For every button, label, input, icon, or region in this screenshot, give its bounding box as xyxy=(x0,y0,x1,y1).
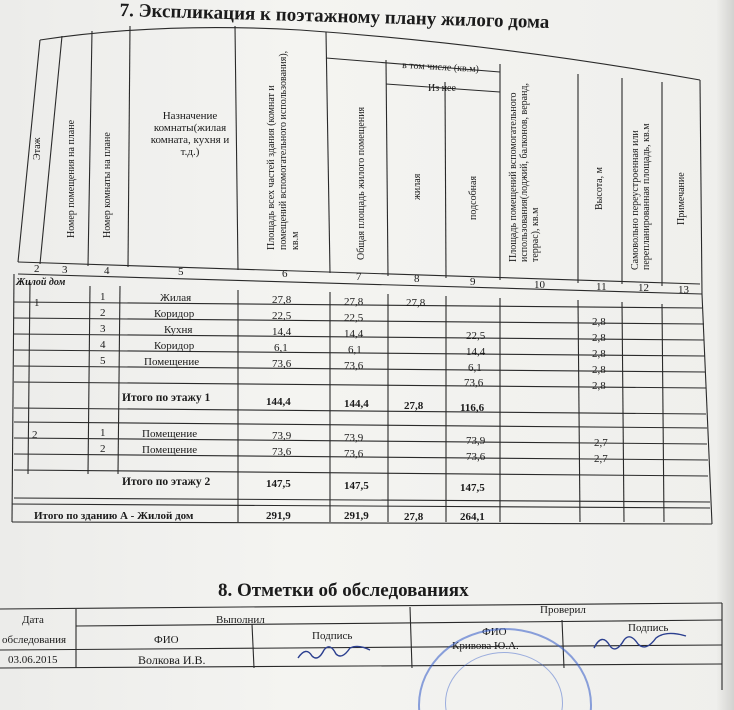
header-room-num: Номер комнаты на плане xyxy=(102,132,113,238)
floor2-aux: 147,5 xyxy=(460,482,485,494)
room-name: Жилая xyxy=(160,292,192,304)
room-name: Помещение xyxy=(144,356,200,368)
header-group-incl: в том числе (кв.м) xyxy=(401,59,480,76)
col-number: 8 xyxy=(414,273,420,285)
survey-checked-header: Проверил xyxy=(540,604,586,616)
header-total-living: Общая площадь жилого помещения xyxy=(356,106,367,260)
building-aux: 264,1 xyxy=(460,511,485,523)
floor1-aux: 116,6 xyxy=(460,402,485,414)
survey-signature-performed: Подпись xyxy=(312,630,353,642)
room-total: 22,5 xyxy=(272,310,292,322)
room-height: 2,8 xyxy=(592,316,606,328)
extra-height: 2,8 xyxy=(592,380,606,392)
building-total-label: Итого по зданию А - Жилой дом xyxy=(34,510,194,522)
room-number: 4 xyxy=(100,339,106,351)
room-number: 1 xyxy=(100,427,106,439)
header-floor: Этаж xyxy=(32,137,43,160)
room-total: 73,9 xyxy=(272,430,292,442)
room-number: 5 xyxy=(100,355,106,367)
floor2-total: 147,5 xyxy=(266,478,291,490)
room-living-total: 22,5 xyxy=(344,312,364,324)
room-aux: 73,6 xyxy=(466,451,486,463)
floor2-living-total: 147,5 xyxy=(344,480,369,492)
header-aux-area: Площадь помещений вспомогательного использования(лоджий, балконов, веранд, террас), кв.м xyxy=(508,82,541,262)
col-number: 2 xyxy=(34,263,40,275)
col-number: 11 xyxy=(596,281,607,293)
survey-date: 03.06.2015 xyxy=(8,654,58,666)
room-total: 27,8 xyxy=(272,294,292,306)
room-name: Коридор xyxy=(154,308,195,320)
room-name: Помещение xyxy=(142,444,198,456)
room-living-total: 73,6 xyxy=(344,448,364,460)
section-label: Жилой дом xyxy=(16,277,66,288)
col-number: 12 xyxy=(638,282,649,294)
survey-date-label-2: обследования xyxy=(2,634,67,646)
checker-signature xyxy=(590,628,690,656)
room-name: Коридор xyxy=(154,340,195,352)
col-number: 5 xyxy=(178,266,184,278)
performer-signature xyxy=(296,640,376,664)
floor1-total: 144,4 xyxy=(266,396,291,408)
room-total: 73,6 xyxy=(272,446,292,458)
room-living-total: 27,8 xyxy=(344,296,364,308)
floor2-number: 2 xyxy=(32,429,38,441)
survey-performed-header: Выполнил xyxy=(216,614,265,626)
room-total: 73,6 xyxy=(272,358,292,370)
room-name: Кухня xyxy=(164,324,193,336)
floor1-living-total: 144,4 xyxy=(344,398,369,410)
floor1-number: 1 xyxy=(34,297,40,309)
col-number: 7 xyxy=(356,271,362,283)
floor2-total-label: Итого по этажу 2 xyxy=(122,476,211,488)
col-number: 3 xyxy=(62,264,68,276)
header-unauth: Самовольно переустроенная или перепланированная площадь, кв.м xyxy=(630,123,652,270)
room-living-total: 73,9 xyxy=(344,432,364,444)
survey-signature-checked: Подпись xyxy=(628,622,669,634)
room-living-total: 6,1 xyxy=(348,344,362,356)
survey-performer: Волкова И.В. xyxy=(138,653,206,667)
room-height: 2,7 xyxy=(594,453,608,465)
room-height: 2,8 xyxy=(592,364,606,376)
survey-fio-checked: ФИО xyxy=(482,626,507,638)
building-living-total: 291,9 xyxy=(344,510,369,522)
room-aux: 6,1 xyxy=(468,362,482,374)
header-note: Примечание xyxy=(676,172,687,225)
header-living: жилая xyxy=(412,173,423,200)
room-height: 2,8 xyxy=(592,348,606,360)
room-height: 2,7 xyxy=(594,437,608,449)
survey-checker: Кривова Ю.А. xyxy=(452,640,519,652)
header-height: Высота, м xyxy=(594,167,605,210)
survey-fio-performed: ФИО xyxy=(154,634,179,646)
floor1-living: 27,8 xyxy=(404,400,424,412)
room-living: 27,8 xyxy=(406,297,426,309)
room-name: Помещение xyxy=(142,428,198,440)
header-room-plan: Номер помещения на плане xyxy=(66,119,77,238)
building-living: 27,8 xyxy=(404,511,424,523)
survey-date-label-1: Дата xyxy=(22,614,44,626)
col-number: 9 xyxy=(470,276,476,288)
room-number: 2 xyxy=(100,307,106,319)
floor1-total-label: Итого по этажу 1 xyxy=(122,392,211,404)
room-aux: 73,9 xyxy=(466,435,486,447)
room-total: 14,4 xyxy=(272,326,292,338)
header-group-of-it: Из нее xyxy=(428,83,456,94)
room-aux: 22,5 xyxy=(466,330,486,342)
room-height: 2,8 xyxy=(592,332,606,344)
extra-aux: 73,6 xyxy=(464,377,484,389)
room-total: 6,1 xyxy=(274,342,288,354)
col-number: 4 xyxy=(104,265,110,277)
room-living-total: 73,6 xyxy=(344,360,364,372)
room-living-total: 14,4 xyxy=(344,328,364,340)
room-number: 1 xyxy=(100,291,106,303)
col-number: 6 xyxy=(282,268,288,280)
survey-title: 8. Отметки об обследованиях xyxy=(218,580,469,601)
header-total-all: Площадь всех частей здания (комнат и помещений вспомогательного использования), кв.м xyxy=(266,50,301,250)
room-number: 2 xyxy=(100,443,106,455)
col-number: 13 xyxy=(678,284,689,296)
col-number: 10 xyxy=(534,279,545,291)
room-number: 3 xyxy=(100,323,106,335)
header-purpose: Назначение комнаты(жилая комната, кухня и т.д.) xyxy=(150,110,230,158)
room-aux: 14,4 xyxy=(466,346,486,358)
header-aux: подсобная xyxy=(468,175,479,220)
building-total: 291,9 xyxy=(266,510,291,522)
explication-title: 7. Экспликация к поэтажному плану жилого дома xyxy=(119,0,550,33)
